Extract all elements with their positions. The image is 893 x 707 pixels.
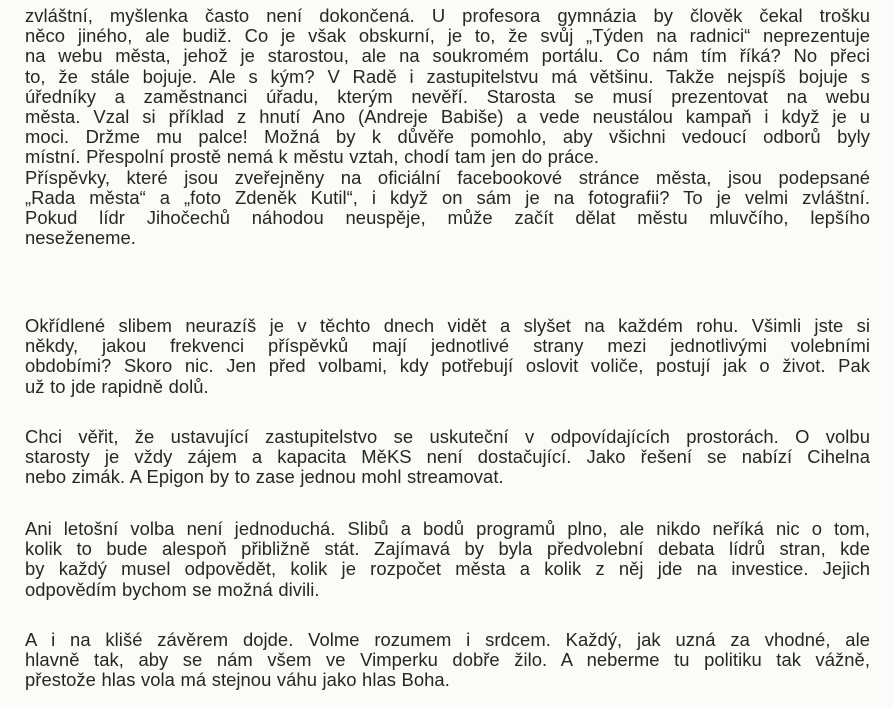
text-line: by každý musel odpovědět, kolik je rozpočet města a kolik z něj jde na investice. Jejich: [25, 558, 870, 580]
text-line: kolik to bude alespoň přibližně stát. Zajímavá by byla předvolební debata lídrů stran, kde: [25, 538, 870, 560]
text-line: Okřídlené slibem neurazíš je v těchto dnech vidět a slyšet na každém rohu. Všimli jste si: [25, 315, 870, 336]
text-line: „Rada města“ a „foto Zdeněk Kutil“, i když on sám je na fotografii? To je velmi zvláštní.: [25, 186, 870, 208]
text-line: už to jde rapidně dolů.: [25, 375, 209, 397]
text-line: odpovědím bychom se možná divili.: [25, 578, 320, 600]
text-line: Příspěvky, které jsou zveřejněny na oficiální facebookové stránce města, jsou podepsané: [25, 166, 870, 188]
text-line: někdy, jakou frekvenci příspěvků mají jednotlivé strany mezi jednotlivými volebními: [25, 335, 870, 357]
paragraph-conclusion: [25, 630, 870, 691]
text-line: to, že stále bojuje. Ale s kým? V Radě i zastupitelstvu má většinu. Takže nejspíš bojuje s: [25, 65, 870, 87]
text-line: starosty je vždy zájem a kapacita MěKS není dostačující. Jako řešení se nabízí Cihelna: [25, 446, 870, 468]
text-line: A i na klišé závěrem dojde. Volme rozumem i srdcem. Každý, jak uzná za vhodné, ale: [25, 629, 870, 650]
text-line: Ani letošní volba není jednoduchá. Slibů a bodů programů plno, ale nikdo neříká nic o tom,: [25, 518, 870, 539]
text-line: něco jiného, ale budiž. Co je však obskurní, je to, že svůj „Týden na radnici“ neprezentuje: [25, 25, 870, 47]
text-line: města. Vzal si příklad z hnutí Ano (Andreje Babiše) a vede neustálou kampaň i když je u: [25, 105, 870, 127]
text-line: místní. Přespolní prostě nemá k městu vztah, chodí tam jen do práce.: [25, 146, 600, 168]
text-line: úředníky a zaměstnanci úřadu, kterým nevěří. Starosta se musí prezentovat na webu: [25, 85, 870, 107]
text-line: Chci věřit, že ustavující zastupitelstvo se uskuteční v odpovídajících prostorách. O volbu: [25, 426, 870, 447]
paragraph-assembly: [25, 427, 870, 488]
text-line: obdobími? Skoro nic. Jen před volbami, kdy potřebují oslovit voliče, postují jak o život. Pak: [25, 355, 870, 377]
text-line: hlavně tak, aby se nám všem ve Vimperku dobře žilo. A neberme tu politiku tak vážně,: [25, 649, 870, 671]
paragraph-promises: [25, 316, 870, 397]
text-line: přestože hlas vola má stejnou váhu jako hlas Boha.: [25, 669, 450, 691]
paragraph-election: [25, 519, 870, 600]
text-line: zvláštní, myšlenka často není dokončená. U profesora gymnázia by člověk čekal trošku: [25, 5, 870, 26]
text-line: neseženeme.: [25, 227, 136, 249]
text-line: na webu města, jehož je starostou, ale na soukromém portálu. Co nám tím říká? No přeci: [25, 45, 870, 67]
text-line: Pokud lídr Jihočechů náhodou neuspěje, může začít dělat městu mluvčího, lepšího: [25, 206, 870, 228]
text-line: moci. Držme mu palce! Možná by k důvěře pomohlo, aby všichni vedoucí odborů byly: [25, 126, 870, 148]
paragraph-town-hall-week: [25, 6, 870, 248]
text-line: nebo zimák. A Epigon by to zase jednou mohl streamovat.: [25, 466, 504, 488]
